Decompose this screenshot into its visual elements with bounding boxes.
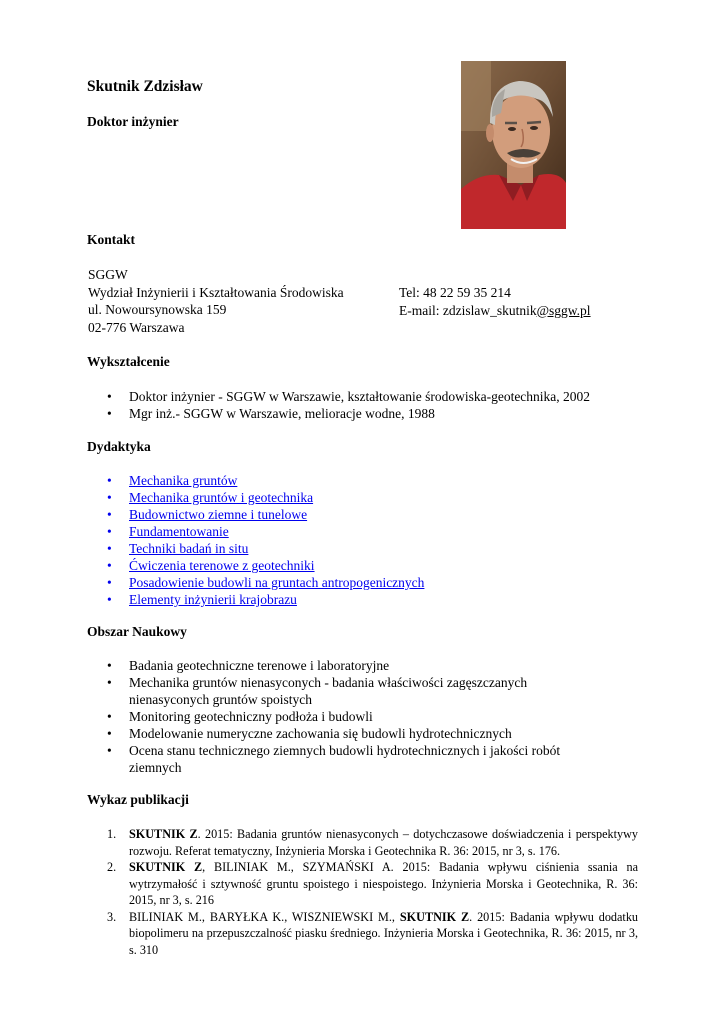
contact-address	[88, 266, 344, 336]
research-item: • Ocena stanu technicznego ziemnych budowli hydrotechnicznych i jakości robót ziemnych	[107, 742, 577, 776]
teaching-item	[107, 506, 424, 523]
course-link[interactable]: Techniki badań in situ	[129, 541, 249, 556]
contact-phone: Tel: 48 22 59 35 214	[399, 285, 511, 300]
contact-email	[399, 302, 591, 320]
contact-email-domain-link[interactable]: @sggw.pl	[536, 302, 591, 318]
publication-author-bold: SKUTNIK Z	[129, 827, 198, 841]
research-item: • Monitoring geotechniczny podłoża i budowli	[107, 708, 577, 725]
portrait-photo	[461, 61, 566, 229]
publication-item	[107, 859, 638, 909]
contact-email-prefix: E-mail: zdzislaw_skutnik	[399, 302, 537, 318]
research-list	[107, 657, 577, 776]
publication-details: . 2015: Badania wpływu dodatku biopolimeru na przepuszczalność piasku średniego. Inżynieria Morska i Geotechnika, R. 36: 2015, nr 3, s. 310	[129, 909, 639, 957]
publication-number: 1.	[107, 827, 117, 841]
course-link[interactable]: Fundamentowanie	[129, 524, 229, 539]
contact-details	[399, 284, 591, 319]
section-heading-research: Obszar Naukowy	[87, 624, 187, 639]
academic-degree: Doktor inżynier	[87, 114, 179, 129]
section-heading-teaching: Dydaktyka	[87, 439, 151, 454]
course-link[interactable]: Mechanika gruntów i geotechnika	[129, 490, 314, 505]
teaching-item	[107, 574, 424, 591]
contact-street: ul. Nowoursynowska 159	[88, 302, 227, 317]
publication-author-bold: SKUTNIK Z	[129, 860, 203, 874]
contact-institution: SGGW	[88, 267, 128, 282]
publication-number: 2.	[107, 860, 117, 874]
publication-number: 3.	[107, 909, 117, 924]
section-heading-contact: Kontakt	[87, 232, 136, 247]
teaching-item	[107, 489, 424, 506]
publications-list	[107, 826, 638, 958]
course-link[interactable]: Elementy inżynierii krajobrazu	[129, 592, 297, 607]
publication-author-bold: SKUTNIK Z	[399, 909, 470, 924]
course-link[interactable]: Posadowienie budowli na gruntach antropogenicznych	[129, 575, 425, 590]
publication-authors-pre: BILINIAK M., BARYŁKA K., WISZNIEWSKI M.,	[129, 909, 400, 924]
person-name: Skutnik Zdzisław	[87, 78, 203, 95]
education-list	[107, 388, 590, 422]
publication-item	[107, 909, 638, 959]
course-link[interactable]: Budownictwo ziemne i tunelowe	[129, 507, 308, 522]
contact-city: 02-776 Warszawa	[88, 319, 185, 335]
course-link[interactable]: Ćwiczenia terenowe z geotechniki	[129, 558, 315, 573]
teaching-item	[107, 540, 424, 557]
section-heading-education: Wykształcenie	[87, 354, 170, 369]
course-link[interactable]: Mechanika gruntów	[129, 473, 238, 488]
teaching-item	[107, 591, 424, 608]
teaching-list	[107, 472, 424, 608]
publication-item	[107, 826, 638, 859]
section-heading-publications: Wykaz publikacji	[87, 792, 189, 807]
education-item: • Doktor inżynier - SGGW w Warszawie, kształtowanie środowiska-geotechnika, 2002	[107, 388, 590, 405]
teaching-item	[107, 557, 424, 574]
research-item: • Badania geotechniczne terenowe i laboratoryjne	[107, 657, 577, 674]
contact-faculty: Wydział Inżynierii i Kształtowania Środowiska	[88, 284, 344, 300]
teaching-item	[107, 472, 424, 489]
publication-details: , BILINIAK M., SZYMAŃSKI A. 2015: Badania wpływu ciśnienia ssania na wytrzymałość i sztywność gruntu spoistego i niespoistego. Inżynieria Morska i Geotechnika, R. 36: 2015, nr 3, s. 216	[129, 860, 638, 907]
research-item: • Modelowanie numeryczne zachowania się budowli hydrotechnicznych	[107, 725, 577, 742]
research-item: • Mechanika gruntów nienasyconych - badania właściwości zagęszczanych nienasyconych gruntów spoistych	[107, 674, 577, 708]
teaching-item	[107, 523, 424, 540]
publication-details: . 2015: Badania gruntów nienasyconych – dotychczasowe doświadczenia i perspektywy rozwoju. Referat tematyczny, Inżynieria Morska i Geotechnika R. 36: 2015, nr 3, s. 176.	[129, 827, 638, 858]
education-item: • Mgr inż.- SGGW w Warszawie, melioracje wodne, 1988	[107, 405, 590, 422]
